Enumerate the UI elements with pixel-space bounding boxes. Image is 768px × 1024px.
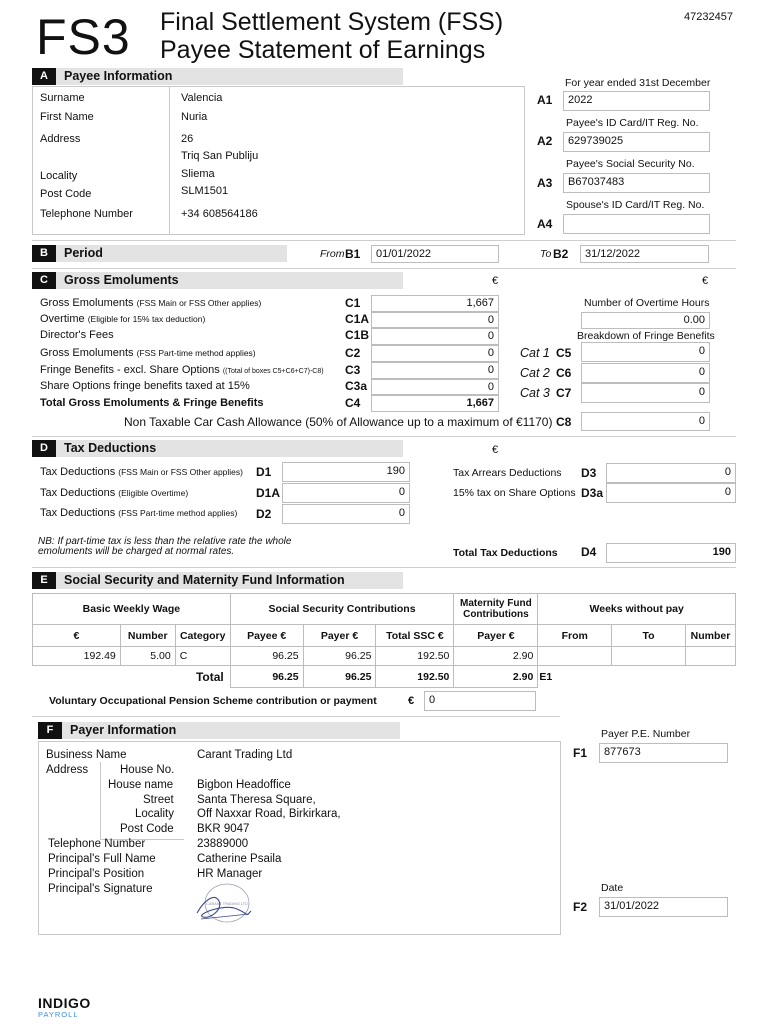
cell-from[interactable] (538, 647, 612, 666)
c2-field[interactable]: 0 (371, 345, 499, 362)
d3-label: Tax Arrears Deductions (453, 467, 562, 479)
d3a-field[interactable]: 0 (606, 483, 736, 503)
col-from: From (538, 625, 612, 647)
d2-code: D2 (256, 507, 272, 521)
c2-label-text: Gross Emoluments (40, 347, 134, 359)
ssc-table (32, 593, 736, 688)
weeks-without-pay-header: Weeks without pay (538, 594, 736, 625)
b2-to-field[interactable]: 31/12/2022 (580, 245, 709, 263)
c3-label (40, 364, 324, 376)
section-e-title: Social Security and Maternity Fund Information (64, 573, 345, 587)
house-name-label: House name (108, 779, 174, 791)
b1-from-field[interactable]: 01/01/2022 (371, 245, 499, 263)
c4-label: Total Gross Emoluments & Fringe Benefits (40, 397, 264, 409)
c1a-label (40, 313, 205, 325)
cat2-label: Cat 2 (520, 366, 550, 380)
section-d-letter: D (32, 440, 56, 457)
total-payer[interactable]: 96.25 (303, 666, 376, 688)
c4-code: C4 (345, 396, 361, 410)
pe-number-label: Payer P.E. Number (601, 728, 691, 740)
section-a-letter: A (32, 68, 56, 85)
col-payee: Payee € (230, 625, 303, 647)
ssc-data-row (33, 647, 736, 666)
c3-code: C3 (345, 363, 361, 377)
section-f-header (38, 722, 400, 739)
c1-field[interactable]: 1,667 (371, 295, 499, 312)
cat3-label: Cat 3 (520, 386, 550, 400)
form-title-line2: Payee Statement of Earnings (160, 36, 486, 64)
c-euro-right: € (702, 275, 709, 287)
c6-field[interactable]: 0 (581, 363, 710, 383)
f1-code: F1 (573, 746, 588, 760)
d3a-code: D3a (581, 486, 604, 500)
principal-name-value: Catherine Psaila (197, 853, 282, 865)
date-label: Date (601, 882, 624, 894)
c1-note: (FSS Main or FSS Other applies) (136, 298, 262, 308)
separator-e (32, 716, 560, 717)
house-name-value: Bigbon Headoffice (197, 779, 291, 791)
c3-note: ((Total of boxes C5+C6+C7)-C8) (222, 368, 324, 375)
section-f-letter: F (38, 722, 62, 739)
payer-phone-label: Telephone Number (48, 838, 146, 850)
f2-code: F2 (573, 900, 588, 914)
c1b-label: Director's Fees (40, 329, 114, 341)
year-ended-label: For year ended 31st December (565, 77, 711, 89)
locality-label: Locality (40, 170, 78, 182)
section-b-header (32, 245, 287, 262)
d1-field[interactable]: 190 (282, 462, 410, 482)
totals-label: Total (195, 669, 224, 684)
col-maternity-payer: Payer € (454, 625, 538, 647)
c3-field[interactable]: 0 (371, 362, 499, 379)
address-line2: Triq San Publiju (181, 150, 259, 162)
principal-position-value: HR Manager (197, 868, 263, 880)
d1a-code: D1A (256, 486, 281, 500)
basic-weekly-wage-header: Basic Weekly Wage (33, 594, 231, 625)
a4-code: A4 (537, 217, 553, 231)
pension-field[interactable]: 0 (424, 691, 536, 711)
cat1-label: Cat 1 (520, 346, 550, 360)
from-label: From (320, 248, 345, 260)
d1a-field[interactable]: 0 (282, 483, 410, 503)
f1-pe-number-field[interactable]: 877673 (599, 743, 728, 763)
d3-code: D3 (581, 466, 597, 480)
col-total-ssc: Total SSC € (376, 625, 454, 647)
c1a-label-text: Overtime (40, 313, 85, 325)
section-a-header (32, 68, 403, 85)
a3-code: A3 (537, 176, 553, 190)
business-name-label: Business Name (46, 749, 127, 761)
ssc-group-header-row (33, 594, 736, 625)
maternity-header-line1: Maternity Fund (460, 598, 532, 609)
d3-field[interactable]: 0 (606, 463, 736, 483)
c4-field[interactable]: 1,667 (371, 395, 499, 412)
total-maternity[interactable]: 2.90 (454, 666, 538, 688)
surname-value: Valencia (181, 92, 223, 104)
first-name-label: First Name (40, 111, 94, 123)
separator-d (32, 567, 736, 568)
section-a-title: Payee Information (64, 69, 173, 83)
section-b-title: Period (64, 246, 103, 260)
a1-year-field[interactable]: 2022 (563, 91, 710, 111)
indigo-sub-text: PAYROLL (38, 1010, 79, 1019)
nb-note-line1: NB: If part-time tax is less than the relative rate the whole (38, 536, 292, 547)
principal-signature-label: Principal's Signature (48, 883, 153, 895)
pension-euro: € (408, 695, 415, 707)
d-euro: € (492, 444, 499, 456)
c1-label-text: Gross Emoluments (40, 297, 134, 309)
section-b-letter: B (32, 245, 56, 262)
d4-field[interactable]: 190 (606, 543, 736, 563)
payer-postcode-value: BKR 9047 (197, 823, 250, 835)
col-category: Category (175, 625, 230, 647)
section-d-title: Tax Deductions (64, 441, 157, 455)
a2-id-field[interactable]: 629739025 (563, 132, 710, 152)
d2-label (40, 507, 237, 519)
section-e-header (32, 572, 403, 589)
e1-code: E1 (539, 670, 553, 683)
section-c-letter: C (32, 272, 56, 289)
c5-field[interactable]: 0 (581, 342, 710, 362)
maternity-fund-header (454, 594, 538, 625)
d1-note: (FSS Main or FSS Other applies) (118, 467, 243, 477)
principal-name-label: Principal's Full Name (48, 853, 156, 865)
address-label: Address (40, 133, 81, 145)
cell-wage[interactable]: 192.49 (33, 647, 121, 666)
overtime-hours-field[interactable]: 0.00 (581, 312, 710, 329)
d4-code: D4 (581, 545, 597, 559)
ssc-totals-row (33, 666, 736, 688)
c3a-code: C3a (345, 379, 368, 393)
c3a-field[interactable]: 0 (371, 379, 499, 395)
section-e-letter: E (32, 572, 56, 589)
overtime-hours-label: Number of Overtime Hours (584, 297, 710, 309)
telephone-value: +34 608564186 (181, 208, 258, 220)
fringe-breakdown-label: Breakdown of Fringe Benefits (577, 330, 715, 342)
first-name-value: Nuria (181, 111, 208, 123)
maternity-header-line2: Contributions (463, 609, 529, 620)
c1-label (40, 297, 261, 309)
c-euro-left: € (492, 275, 499, 287)
cell-number[interactable]: 5.00 (120, 647, 175, 666)
c2-note: (FSS Part-time method applies) (136, 348, 256, 358)
c8-field[interactable]: 0 (581, 412, 710, 431)
telephone-label: Telephone Number (40, 208, 133, 220)
cell-to[interactable] (612, 647, 686, 666)
indigo-logo (38, 996, 91, 1019)
section-f-title: Payer Information (70, 723, 177, 737)
section-c-title: Gross Emoluments (64, 273, 179, 287)
to-label: To (540, 248, 552, 260)
c7-code: C7 (556, 386, 572, 400)
a3-label: Payee's Social Security No. (566, 158, 695, 170)
post-code-value: SLM1501 (181, 185, 229, 197)
ssc-header: Social Security Contributions (230, 594, 454, 625)
col-number: Number (120, 625, 175, 647)
d2-label-text: Tax Deductions (40, 507, 116, 519)
a3-ssn-field[interactable]: B67037483 (563, 173, 710, 193)
c2-code: C2 (345, 346, 361, 360)
street-value: Santa Theresa Square, (197, 794, 316, 806)
d1a-label-text: Tax Deductions (40, 487, 116, 499)
cell-category[interactable]: C (175, 647, 230, 666)
d1-code: D1 (256, 465, 272, 479)
separator-b (32, 268, 736, 269)
total-payee[interactable]: 96.25 (230, 666, 303, 688)
section-d-header (32, 440, 403, 457)
a4-label: Spouse's ID Card/IT Reg. No. (566, 199, 705, 211)
cell-weeks[interactable] (685, 647, 735, 666)
post-code-label: Post Code (40, 188, 92, 200)
house-no-label: House No. (120, 764, 175, 776)
pension-label: Voluntary Occupational Pension Scheme contribution or payment (49, 695, 377, 707)
payer-locality-value: Off Naxxar Road, Birkirkara, (197, 808, 341, 820)
c3a-label: Share Options fringe benefits taxed at 15% (40, 380, 250, 392)
payee-info-divider (169, 86, 170, 235)
c1b-field[interactable]: 0 (371, 328, 499, 345)
c6-code: C6 (556, 366, 572, 380)
c8-code: C8 (556, 415, 572, 429)
d2-note: (FSS Part-time method applies) (118, 508, 238, 518)
cell-total-ssc[interactable]: 192.50 (376, 647, 454, 666)
c1-code: C1 (345, 296, 361, 310)
c5-code: C5 (556, 346, 572, 360)
a2-code: A2 (537, 134, 553, 148)
payer-postcode-label: Post Code (120, 823, 174, 835)
address-f-label: Address (46, 764, 89, 776)
cell-payee[interactable]: 96.25 (230, 647, 303, 666)
c1a-field[interactable]: 0 (371, 312, 499, 328)
total-ssc[interactable]: 192.50 (376, 666, 454, 688)
street-label: Street (143, 794, 174, 806)
col-wage-euro: € (33, 625, 121, 647)
c1a-code: C1A (345, 312, 370, 326)
business-name-value: Carant Trading Ltd (197, 749, 293, 761)
d1a-note: (Eligible Overtime) (118, 488, 189, 498)
locality-value: Sliema (181, 168, 215, 180)
separator-a (32, 240, 736, 241)
cell-payer[interactable]: 96.25 (303, 647, 376, 666)
col-to: To (612, 625, 686, 647)
total-tax-label: Total Tax Deductions (453, 547, 558, 559)
ssc-column-header-row (33, 625, 736, 647)
separator-c (32, 436, 736, 437)
payer-phone-value: 23889000 (197, 838, 249, 850)
cell-maternity[interactable]: 2.90 (454, 647, 538, 666)
a2-label: Payee's ID Card/IT Reg. No. (566, 117, 699, 129)
b1-code: B1 (345, 247, 361, 261)
d1a-label (40, 487, 188, 499)
form-code: FS3 (36, 9, 131, 65)
c1a-note: (Eligible for 15% tax deduction) (87, 314, 206, 324)
a1-code: A1 (537, 93, 553, 107)
a4-spouse-id-field[interactable] (563, 214, 710, 234)
col-weeks-number: Number (685, 625, 735, 647)
section-c-header (32, 272, 403, 289)
indigo-brand-text: INDIGO (38, 995, 91, 1011)
c1b-code: C1B (345, 328, 370, 342)
document-number: 47232457 (684, 11, 733, 23)
d2-field[interactable]: 0 (282, 504, 410, 524)
c2-label (40, 347, 256, 359)
stamp-text: CARANT TRADING LTD (206, 902, 248, 906)
surname-label: Surname (40, 92, 85, 104)
c7-field[interactable]: 0 (581, 383, 710, 403)
c3-label-text: Fringe Benefits - excl. Share Options (40, 364, 220, 376)
form-title-line1: Final Settlement System (FSS) (160, 8, 504, 36)
nb-note-line2: emoluments will be charged at normal rates. (38, 546, 235, 557)
d1-label (40, 466, 243, 478)
d3a-label: 15% tax on Share Options (453, 487, 576, 499)
car-allowance-label: Non Taxable Car Cash Allowance (50% of Allowance up to a maximum of €1170) (124, 415, 553, 429)
col-payer: Payer € (303, 625, 376, 647)
payer-locality-label: Locality (135, 808, 174, 820)
f2-date-field[interactable]: 31/01/2022 (599, 897, 728, 917)
principal-position-label: Principal's Position (48, 868, 145, 880)
signature-stamp-image (193, 881, 255, 927)
address-line1: 26 (181, 133, 194, 145)
d1-label-text: Tax Deductions (40, 466, 116, 478)
b2-code: B2 (553, 247, 569, 261)
